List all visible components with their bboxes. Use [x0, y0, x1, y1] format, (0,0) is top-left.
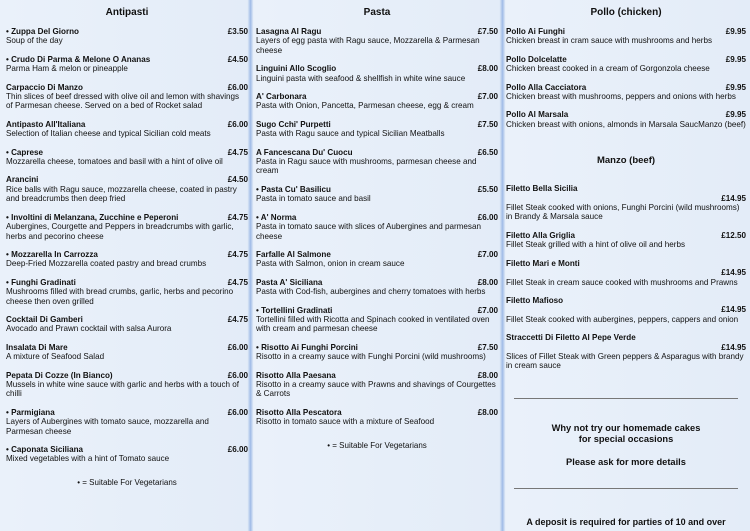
menu-item-name: • Caponata Siciliana — [6, 445, 84, 454]
menu-item — [6, 120, 248, 139]
vegetarian-note: • = Suitable For Vegetarians — [77, 477, 177, 487]
menu-item-price: £14.95 — [721, 305, 746, 315]
menu-item-description: Risotto in a creamy sauce with Prawns and shavings of Courgettes & Carrots — [256, 379, 496, 399]
menu-item-description: A mixture of Seafood Salad — [6, 352, 105, 362]
menu-item-price: £4.50 — [227, 54, 248, 64]
menu-item-name: • Crudo Di Parma & Melone O Ananas — [6, 54, 151, 64]
menu-item — [506, 333, 746, 371]
menu-item-description: Rice balls with Ragu sauce, mozzarella cheese, coated in pastry and breadcrumbs then deep fried — [6, 184, 237, 204]
antipasti-column — [6, 0, 248, 531]
details-promo: Please ask for more details — [566, 457, 686, 467]
menu-item-description: Risotto in tomato sauce with a mixture of Seafood — [256, 417, 435, 427]
cakes-promo-line2: for special occasions — [578, 434, 674, 444]
menu-item-name: Linguini Allo Scoglio — [256, 64, 337, 74]
menu-item-name: • Tortellini Gradinati — [256, 305, 333, 315]
menu-item — [256, 213, 498, 241]
menu-item — [256, 27, 498, 55]
menu-item-price: £9.95 — [725, 82, 746, 92]
menu-item-description: Layers of Aubergines with tomato sauce, mozzarella and Parmesan cheese — [6, 417, 209, 436]
mains-column — [506, 0, 746, 531]
menu-item — [256, 92, 498, 111]
menu-item-description: Aubergines, Courgette and Peppers in breadcrumbs with garlic, herbs and pecorino cheese — [6, 222, 234, 241]
menu-item-name: Filetto Bella Sicilia — [506, 184, 578, 194]
menu-item-price: £9.95 — [725, 27, 746, 36]
menu-item — [6, 148, 248, 167]
menu-item-name: Risotto Alla Pescatora — [256, 407, 342, 417]
menu-item-name: Filetto Mari e Monti — [506, 258, 580, 268]
menu-item-name: A' Carbonara — [256, 92, 307, 102]
menu-item-description: Deep-Fried Mozzarella coated pastry and bread crumbs — [6, 259, 207, 269]
menu-item-price: £14.95 — [721, 193, 746, 203]
menu-item-name: • Caprese — [6, 147, 44, 157]
menu-item — [6, 83, 248, 111]
pasta-heading: Pasta — [363, 7, 391, 18]
menu-item-name: Antipasto All'Italiana — [6, 119, 86, 129]
menu-item-price: £7.00 — [477, 249, 498, 259]
menu-item-description: Thin slices of beef dressed with olive oil and lemon with shavings of Parmesan cheese. Served on a bed of Rocket salad — [6, 92, 240, 111]
menu-item-name: Pollo Al Marsala — [506, 110, 569, 120]
menu-item-name: Arancini — [6, 175, 39, 185]
menu-item — [256, 64, 498, 83]
menu-item-price: £6.00 — [227, 119, 248, 129]
menu-item-price: £6.00 — [227, 407, 248, 417]
menu-item — [6, 343, 248, 362]
menu-item — [506, 110, 746, 129]
menu-item-description: Mixed vegetables with a hint of Tomato sauce — [6, 454, 170, 464]
menu-item-price: £14.95 — [721, 268, 746, 278]
menu-item-description: Parma Ham & melon or pineapple — [6, 64, 128, 74]
menu-item-description: Layers of egg pasta with Ragu sauce, Mozzarella & Parmesan cheese — [256, 36, 480, 55]
menu-item — [506, 83, 746, 102]
menu-item-description: Tortellini filled with Ricotta and Spinach cooked in ventilated oven with cream and parmesan cheese — [256, 314, 490, 334]
menu-item-name: Straccetti Di Filetto Al Pepe Verde — [506, 333, 636, 343]
menu-item-description: Chicken breast with onions, almonds in Marsala SaucManzo (beef) — [506, 119, 746, 129]
deposit-note: A deposit is required for parties of 10 and over — [526, 517, 726, 527]
menu-item-price: £4.75 — [227, 277, 248, 287]
menu-item-name: Sugo Cchi' Purpetti — [256, 119, 331, 129]
menu-item — [506, 296, 746, 324]
menu-item-description: Soup of the day — [6, 36, 63, 46]
menu-item-description: Pasta in tomato sauce with slices of Aubergines and parmesan cheese — [256, 222, 481, 241]
menu-item — [256, 408, 498, 427]
menu-item-name: • Involtini di Melanzana, Zucchine e Peperoni — [6, 212, 179, 222]
menu-item-name: Lasagna Al Ragu — [256, 27, 322, 36]
cakes-promo-line1: Why not try our homemade cakes — [551, 423, 701, 433]
menu-item-price: £6.00 — [227, 370, 248, 380]
antipasti-heading: Antipasti — [105, 7, 149, 18]
menu-item-name: Pollo Alla Cacciatora — [506, 82, 587, 92]
divider — [514, 488, 738, 489]
menu-item — [256, 306, 498, 334]
menu-item-name: • Pasta Cu' Basilicu — [256, 184, 331, 194]
menu-item-name: • Parmigiana — [6, 407, 55, 417]
menu-item-description: Chicken breast with mushrooms, peppers and onions with herbs — [506, 92, 736, 102]
menu-item-description: Chicken breast cooked in a cream of Gorgonzola cheese — [506, 64, 710, 74]
menu-item — [506, 231, 746, 250]
menu-item-name: Filetto Alla Griglia — [506, 230, 575, 240]
menu-item-price: £7.50 — [477, 342, 498, 352]
menu-item — [256, 185, 498, 204]
menu-item — [6, 371, 248, 399]
menu-item-price: £4.75 — [227, 212, 248, 222]
menu-item — [6, 213, 248, 241]
menu-item-description: Pasta in Ragu sauce with mushrooms, parmesan cheese and cream — [256, 157, 477, 176]
menu-item-name: Insalata Di Mare — [6, 342, 68, 352]
menu-item-name: Cocktail Di Gamberi — [6, 314, 83, 324]
menu-item-name: Filetto Mafioso — [506, 295, 564, 305]
menu-item-price: £4.75 — [227, 249, 248, 259]
menu-item-name: Carpaccio Di Manzo — [6, 82, 83, 92]
menu-item — [256, 148, 498, 176]
menu-item-name: Pollo Ai Funghi — [506, 27, 566, 36]
menu-item-price: £6.50 — [477, 147, 498, 157]
menu-item-price: £7.00 — [477, 305, 498, 315]
menu-item-description: Slices of Fillet Steak with Green peppers & Asparagus with brandy in cream sauce — [506, 351, 744, 371]
menu-item-description: Fillet Steak cooked with onions, Funghi Porcini (wild mushrooms) in Brandy & Marsala sauce — [506, 203, 740, 222]
menu-item — [6, 55, 248, 74]
menu-item-price: £6.00 — [227, 82, 248, 92]
manzo-list — [506, 184, 746, 371]
menu-item-price: £4.75 — [227, 147, 248, 157]
menu-item-description: Risotto in a creamy sauce with Funghi Porcini (wild mushrooms) — [256, 352, 486, 362]
pasta-column — [256, 0, 498, 531]
menu-item — [6, 27, 248, 46]
cakes-promo — [506, 423, 746, 445]
menu-item — [256, 278, 498, 297]
menu-item — [6, 175, 248, 203]
menu-item-name: Farfalle Al Salmone — [256, 249, 331, 259]
menu-item-description: Pasta with Onion, Pancetta, Parmesan cheese, egg & cream — [256, 101, 474, 111]
menu-item-price: £12.50 — [721, 230, 746, 240]
menu-item — [256, 250, 498, 269]
menu-item-price: £3.50 — [227, 27, 248, 36]
menu-item-description: Pasta with Salmon, onion in cream sauce — [256, 259, 405, 269]
pasta-list — [256, 27, 498, 427]
antipasti-list — [6, 27, 248, 464]
menu-item-name: • A' Norma — [256, 212, 297, 222]
menu-item — [506, 27, 746, 46]
menu-item — [256, 120, 498, 139]
menu-item-price: £8.00 — [477, 370, 498, 380]
menu-item-price: £9.95 — [725, 110, 746, 120]
menu-item-name: Risotto Alla Paesana — [256, 370, 336, 380]
menu-item — [6, 250, 248, 269]
menu-item-price: £5.50 — [477, 184, 498, 194]
pollo-list — [506, 27, 746, 129]
divider — [514, 398, 738, 399]
menu-item-price: £4.50 — [227, 175, 248, 185]
menu-item — [256, 343, 498, 362]
menu-item — [506, 184, 746, 222]
menu-item-description: Chicken breast in cram sauce with mushrooms and herbs — [506, 36, 713, 46]
menu-item-description: Linguini pasta with seafood & shellfish in white wine sauce — [256, 73, 466, 83]
menu-item-price: £9.95 — [725, 54, 746, 64]
menu-item-description: Fillet Steak in cream sauce cooked with mushrooms and Prawns — [506, 277, 738, 287]
menu-item-description: Mussels in white wine sauce with garlic and herbs with a touch of chilli — [6, 379, 240, 399]
menu-item-name: • Mozzarella In Carrozza — [6, 249, 98, 259]
menu-item-description: Fillet Steak cooked with aubergines, peppers, cappers and onion — [506, 314, 739, 324]
menu-item-name: • Funghi Gradinati — [6, 277, 76, 287]
menu-item-price: £4.75 — [227, 314, 248, 324]
menu-item-description: Mushrooms filled with bread crumbs, garlic, herbs and pecorino cheese then oven grilled — [6, 287, 234, 306]
menu-item-description: Pasta with Cod-fish, aubergines and cherry tomatoes with herbs — [256, 287, 486, 297]
menu-item — [506, 259, 746, 287]
menu-item-price: £14.95 — [721, 342, 746, 352]
menu-item — [506, 55, 746, 74]
menu-item-name: Pollo Dolcelatte — [506, 54, 567, 64]
menu-item-description: Avocado and Prawn cocktail with salsa Aurora — [6, 324, 172, 334]
menu-item-price: £7.50 — [477, 119, 498, 129]
menu-item-description: Pasta in tomato sauce and basil — [256, 194, 371, 204]
manzo-heading: Manzo (beef) — [596, 155, 656, 167]
menu-item-price: £8.00 — [477, 407, 498, 417]
menu-item-description: Fillet Steak grilled with a hint of olive oil and herbs — [506, 240, 686, 250]
menu-item-name: • Zuppa Del Giorno — [6, 27, 79, 36]
menu-item-price: £8.00 — [477, 277, 498, 287]
menu-item-price: £7.50 — [477, 27, 498, 36]
menu-item — [6, 445, 248, 464]
vegetarian-note: • = Suitable For Vegetarians — [327, 440, 427, 450]
menu-item-name: A Fancescana Du' Cuocu — [256, 147, 353, 157]
menu-item — [6, 315, 248, 334]
menu-item-price: £6.00 — [227, 342, 248, 352]
menu-item — [6, 408, 248, 436]
menu-item-description: Pasta with Ragu sauce and typical Sicilian Meatballs — [256, 129, 445, 139]
menu-item — [6, 278, 248, 306]
menu-item-description: Mozzarella cheese, tomatoes and basil with a hint of olive oil — [6, 157, 223, 167]
pollo-heading: Pollo (chicken) — [590, 7, 662, 18]
menu-item-name: Pasta A' Siciliana — [256, 277, 323, 287]
menu-item-price: £6.00 — [477, 212, 498, 222]
menu-item-price: £7.00 — [477, 92, 498, 102]
menu-item-price: £6.00 — [227, 445, 248, 454]
menu-item-name: • Risotto Ai Funghi Porcini — [256, 342, 358, 352]
menu-item — [256, 371, 498, 399]
menu-item-description: Selection of Italian cheese and typical Sicilian cold meats — [6, 129, 211, 139]
menu-item-name: Pepata Di Cozze (In Bianco) — [6, 370, 113, 380]
menu-item-price: £8.00 — [477, 64, 498, 74]
